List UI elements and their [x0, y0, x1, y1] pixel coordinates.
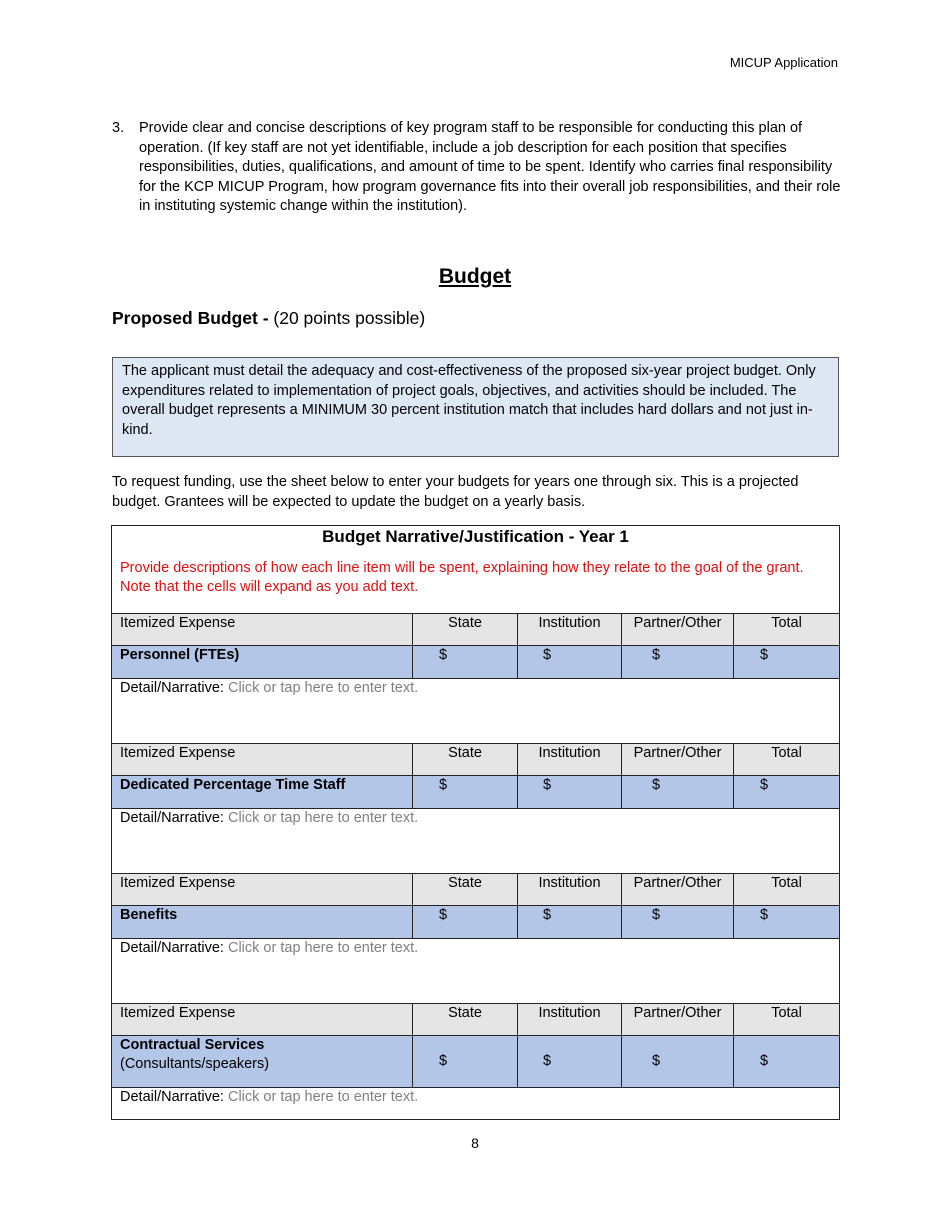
detail-label: Detail/Narrative: [120, 680, 224, 696]
partner-amount-field[interactable]: $ [622, 776, 734, 809]
state-amount-field[interactable]: $ [413, 1036, 518, 1088]
col-total: Total [734, 1004, 840, 1036]
detail-text-field[interactable]: Click or tap here to enter text. [227, 1089, 419, 1105]
col-partner-other: Partner/Other [622, 614, 734, 646]
col-itemized-expense: Itemized Expense [112, 1004, 413, 1036]
instruction-box: The applicant must detail the adequacy and cost-effectiveness of the proposed six-year project budget. Only expenditures related to implementation of project goals, objectives, and activities should be included. The overall budget represents a MINIMUM 30 percent institution match that includes hard dollars and not just in-kind. [112, 357, 839, 457]
institution-amount-field[interactable]: $ [518, 776, 622, 809]
col-institution: Institution [518, 1004, 622, 1036]
state-amount-field[interactable]: $ [413, 646, 518, 679]
total-amount-field[interactable]: $ [734, 1036, 840, 1088]
expense-row [112, 906, 840, 939]
state-amount-field[interactable]: $ [413, 906, 518, 939]
section-title: Budget [438, 265, 512, 288]
item-text: Provide clear and concise descriptions of key program staff to be responsible for conducting this plan of operation. (If key staff are not yet identifiable, include a job description for each position that specifies responsibilities, duties, qualifications, and amount of time to be spent. Identify who carries final responsibility for the KCP MICUP Program, how program governance fits into their overall job responsibilities, and their role in instituting systemic change within the institution). [139, 120, 841, 214]
partner-amount-field[interactable]: $ [622, 646, 734, 679]
col-institution: Institution [518, 744, 622, 776]
col-state: State [413, 1004, 518, 1036]
intro-paragraph: To request funding, use the sheet below to enter your budgets for years one through six. This is a projected budget. Grantees will be expected to update the budget on a yearly basis. [112, 474, 799, 510]
detail-row [112, 939, 840, 1004]
table-title: Budget Narrative/Justification - Year 1 [322, 527, 629, 546]
detail-text-field[interactable]: Click or tap here to enter text. [227, 940, 419, 956]
expense-name: Personnel (FTEs) [112, 646, 413, 679]
col-total: Total [734, 744, 840, 776]
institution-amount-field[interactable]: $ [518, 646, 622, 679]
expense-name-cell [112, 1036, 413, 1088]
detail-row [112, 679, 840, 744]
col-state: State [413, 744, 518, 776]
detail-cell [112, 809, 840, 874]
detail-label: Detail/Narrative: [120, 1089, 224, 1105]
expense-row [112, 776, 840, 809]
detail-cell [112, 939, 840, 1004]
detail-label: Detail/Narrative: [120, 940, 224, 956]
column-header-row [112, 1004, 840, 1036]
expense-name: Contractual Services [120, 1037, 265, 1053]
proposed-points: (20 points possible) [273, 308, 426, 328]
col-institution: Institution [518, 614, 622, 646]
institution-amount-field[interactable]: $ [518, 1036, 622, 1088]
col-total: Total [734, 874, 840, 906]
partner-amount-field[interactable]: $ [622, 1036, 734, 1088]
running-header: MICUP Application [729, 55, 838, 70]
column-header-row [112, 614, 840, 646]
expense-name: Dedicated Percentage Time Staff [112, 776, 413, 809]
column-header-row [112, 744, 840, 776]
detail-cell [112, 679, 840, 744]
table-title-cell [112, 526, 840, 614]
expense-row [112, 1036, 840, 1088]
column-header-row [112, 874, 840, 906]
budget-table [111, 525, 840, 1120]
detail-text-field[interactable]: Click or tap here to enter text. [227, 680, 419, 696]
col-partner-other: Partner/Other [622, 744, 734, 776]
page-number: 8 [471, 1135, 479, 1151]
expense-name: Benefits [112, 906, 413, 939]
col-itemized-expense: Itemized Expense [112, 744, 413, 776]
col-institution: Institution [518, 874, 622, 906]
proposed-budget-heading [112, 308, 425, 329]
total-amount-field[interactable]: $ [734, 646, 840, 679]
total-amount-field[interactable]: $ [734, 776, 840, 809]
detail-row [112, 809, 840, 874]
col-itemized-expense: Itemized Expense [112, 614, 413, 646]
detail-row [112, 1088, 840, 1120]
col-partner-other: Partner/Other [622, 1004, 734, 1036]
state-amount-field[interactable]: $ [413, 776, 518, 809]
proposed-label: Proposed Budget - [112, 308, 269, 328]
detail-text-field[interactable]: Click or tap here to enter text. [227, 810, 419, 826]
expense-subtitle: (Consultants/speakers) [120, 1056, 270, 1072]
institution-amount-field[interactable]: $ [518, 906, 622, 939]
col-itemized-expense: Itemized Expense [112, 874, 413, 906]
partner-amount-field[interactable]: $ [622, 906, 734, 939]
detail-cell [112, 1088, 840, 1120]
table-note: Provide descriptions of how each line item will be spent, explaining how they relate to the goal of the grant. Note that the cells will expand as you add text. [120, 560, 804, 595]
total-amount-field[interactable]: $ [734, 906, 840, 939]
numbered-item [112, 119, 842, 217]
expense-row [112, 646, 840, 679]
col-state: State [413, 614, 518, 646]
detail-label: Detail/Narrative: [120, 810, 224, 826]
item-number: 3. [112, 120, 125, 136]
col-partner-other: Partner/Other [622, 874, 734, 906]
col-state: State [413, 874, 518, 906]
col-total: Total [734, 614, 840, 646]
